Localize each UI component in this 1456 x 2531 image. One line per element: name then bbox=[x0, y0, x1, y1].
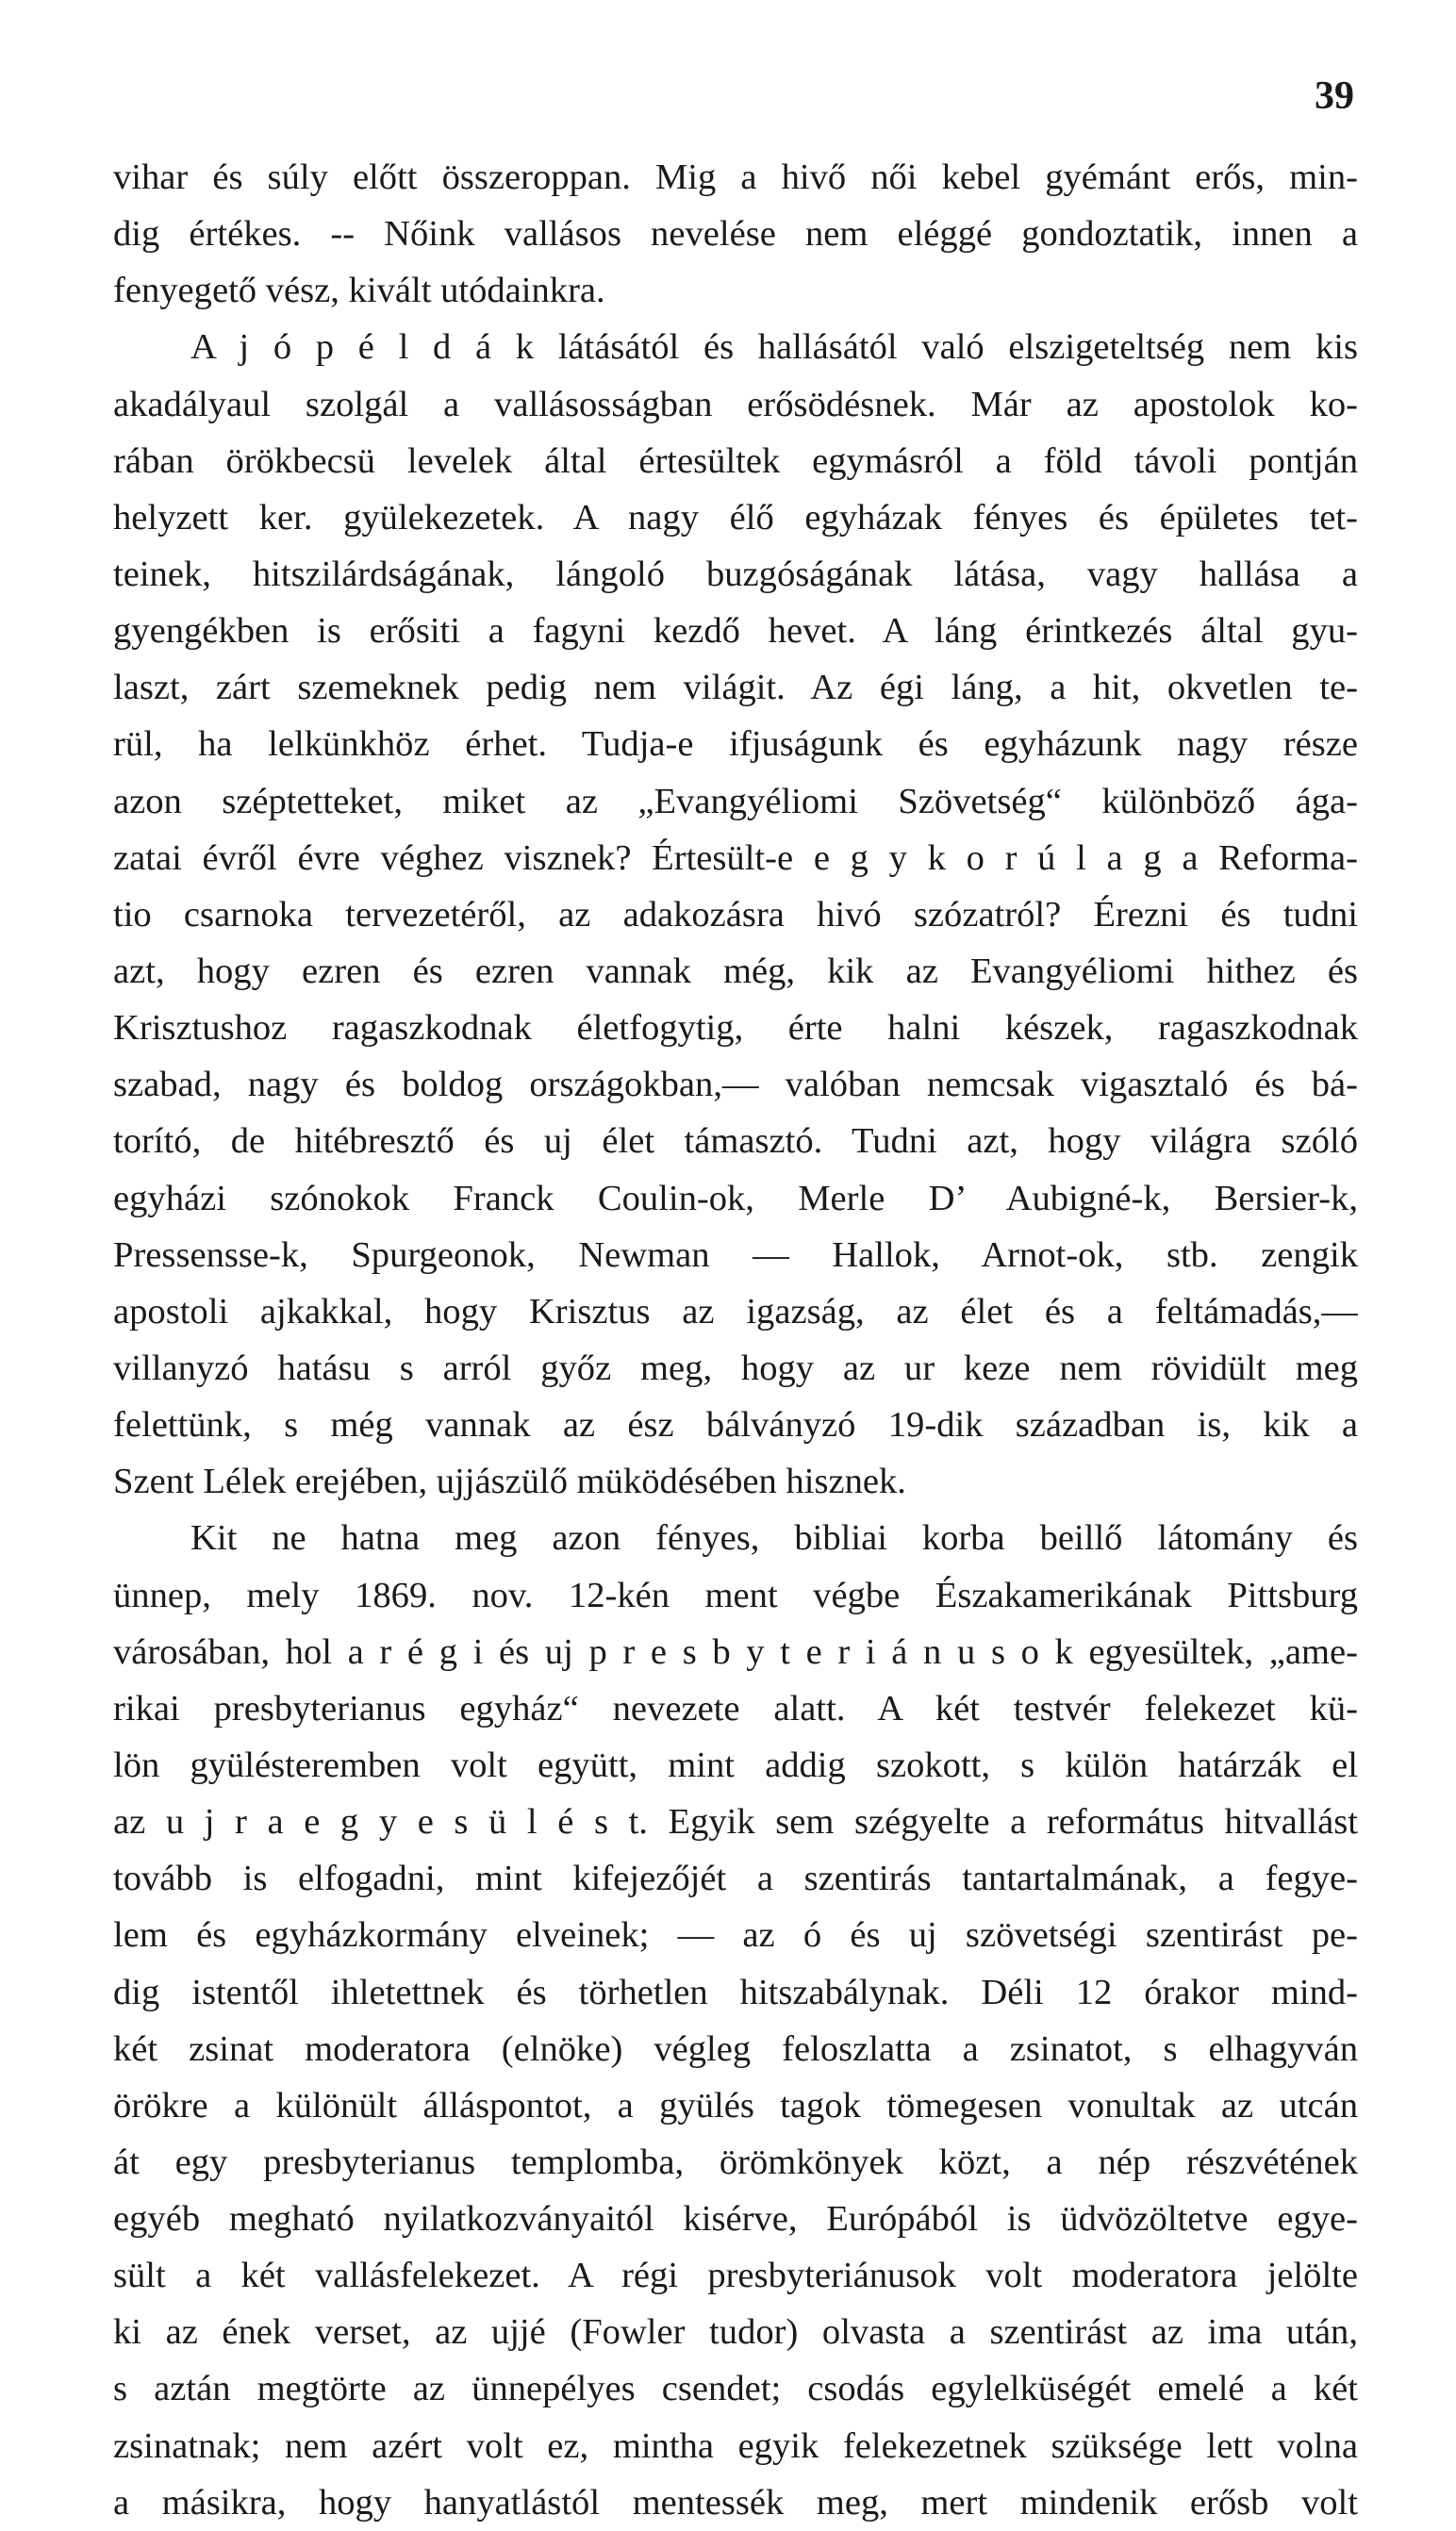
text-line: dig értékes. -- Nőink vallásos nevelése nem eléggé gondoztatik, innen a bbox=[113, 214, 1358, 255]
text-line: azon széptetteket, miket az „Evangyéliomi Szövetség“ különböző ága- bbox=[113, 781, 1358, 821]
text-line: át egy presbyterianus templomba, örömkönyek közt, a nép részvétének bbox=[113, 2142, 1358, 2182]
text-line: akadályaul szolgál a vallásosságban erősödésnek. Már az apostolok ko- bbox=[113, 384, 1358, 424]
text-line: villanyzó hatásu s arról győz meg, hogy az ur keze nem rövidült meg bbox=[113, 1348, 1358, 1388]
text-line: két zsinat moderatora (elnöke) végleg feloszlatta a zsinatot, s elhagyván bbox=[113, 2028, 1358, 2069]
text-line: apostoli ajkakkal, hogy Krisztus az igazság, az élet és a feltámadás,— bbox=[113, 1291, 1358, 1332]
text-line: Pressensse-k, Spurgeonok, Newman — Hallok, Arnot-ok, stb. zengik bbox=[113, 1234, 1358, 1275]
text-line: laszt, zárt szemeknek pedig nem világit. Az égi láng, a hit, okvetlen te- bbox=[113, 668, 1358, 708]
text-line: rában örökbecsü levelek által értesültek egymásról a föld távoli pontján bbox=[113, 440, 1358, 481]
text-line: fenyegető vész, kivált utódainkra. bbox=[113, 271, 605, 311]
text-line: A j ó p é l d á k látásától és hallásától való elszigeteltség nem kis bbox=[190, 327, 1358, 368]
text-line: zsinatnak; nem azért volt ez, mintha egyik felekezetnek szüksége lett volna bbox=[113, 2425, 1358, 2466]
text-line: rül, ha lelkünkhöz érhet. Tudja-e ifjuságunk és egyházunk nagy része bbox=[113, 724, 1358, 765]
text-line: dig istentől ihletettnek és törhetlen hitszabálynak. Déli 12 órakor mind- bbox=[113, 1972, 1358, 2012]
text-line: zatai évről évre véghez visznek? Értesült-e e g y k o r ú l a g a Reforma- bbox=[113, 837, 1358, 878]
text-line: torító, de hitébresztő és uj élet támasztó. Tudni azt, hogy világra szóló bbox=[113, 1121, 1358, 1162]
text-line: tovább is elfogadni, mint kifejezőjét a szentirás tantartalmának, a fegye- bbox=[113, 1859, 1358, 1899]
text-line: városában, hol a r é g i és uj p r e s b y t e r i á n u s o k egyesültek, „ame- bbox=[113, 1631, 1358, 1672]
text-line: gyengékben is erősiti a fagyni kezdő hevet. A láng érintkezés által gyu- bbox=[113, 611, 1358, 652]
text-line: Kit ne hatna meg azon fényes, bibliai korba beillő látomány és bbox=[190, 1518, 1358, 1559]
text-line: lem és egyházkormány elveinek; — az ó és uj szövetségi szentirást pe- bbox=[113, 1915, 1358, 1956]
body-text bbox=[113, 149, 1358, 2531]
page-number: 39 bbox=[1315, 74, 1354, 118]
text-line: azt, hogy ezren és ezren vannak még, kik az Evangyéliomi hithez és bbox=[113, 951, 1358, 991]
text-line: s aztán megtörte az ünnepélyes csendet; csodás egylelküségét emelé a két bbox=[113, 2369, 1358, 2409]
text-line: lön gyülésteremben volt együtt, mint addig szokott, s külön határzák el bbox=[113, 1745, 1358, 1785]
text-line: sült a két vallásfelekezet. A régi presbyteriánusok volt moderatora jelölte bbox=[113, 2256, 1358, 2296]
text-line: egyházi szónokok Franck Coulin-ok, Merle D’ Aubigné-k, Bersier-k, bbox=[113, 1178, 1358, 1218]
text-line: felettünk, s még vannak az ész bálványzó 19-dik században is, kik a bbox=[113, 1405, 1358, 1446]
text-line: örökre a különült álláspontot, a gyülés tagok tömegesen vonultak az utcán bbox=[113, 2085, 1358, 2126]
text-line: vihar és súly előtt összeroppan. Mig a hivő női kebel gyémánt erős, min- bbox=[113, 157, 1358, 197]
text-line: teinek, hitszilárdságának, lángoló buzgóságának látása, vagy hallása a bbox=[113, 554, 1358, 594]
text-line: a másikra, hogy hanyatlástól mentessék meg, mert mindenik erősb volt bbox=[113, 2482, 1358, 2523]
text-line: ünnep, mely 1869. nov. 12-kén ment végbe Északamerikának Pittsburg bbox=[113, 1575, 1358, 1615]
text-line: Krisztushoz ragaszkodnak életfogytig, érte halni készek, ragaszkodnak bbox=[113, 1008, 1358, 1049]
text-line: rikai presbyterianus egyház“ nevezete alatt. A két testvér felekezet kü- bbox=[113, 1688, 1358, 1729]
text-line: ki az ének verset, az ujjé (Fowler tudor) olvasta a szentirást az ima után, bbox=[113, 2312, 1358, 2353]
text-line: Szent Lélek erejében, ujjászülő müködésében hisznek. bbox=[113, 1462, 906, 1502]
text-line: helyzett ker. gyülekezetek. A nagy élő egyházak fényes és épületes tet- bbox=[113, 497, 1358, 538]
text-line: az u j r a e g y e s ü l é s t. Egyik sem szégyelte a református hitvallást bbox=[113, 1802, 1358, 1843]
text-line: szabad, nagy és boldog országokban,— valóban nemcsak vigasztaló és bá- bbox=[113, 1065, 1358, 1105]
text-line: egyéb megható nyilatkozványaitól kisérve, Európából is üdvözöltetve egye- bbox=[113, 2199, 1358, 2240]
text-line: tio csarnoka tervezetéről, az adakozásra hivó szózatról? Érezni és tudni bbox=[113, 894, 1358, 935]
